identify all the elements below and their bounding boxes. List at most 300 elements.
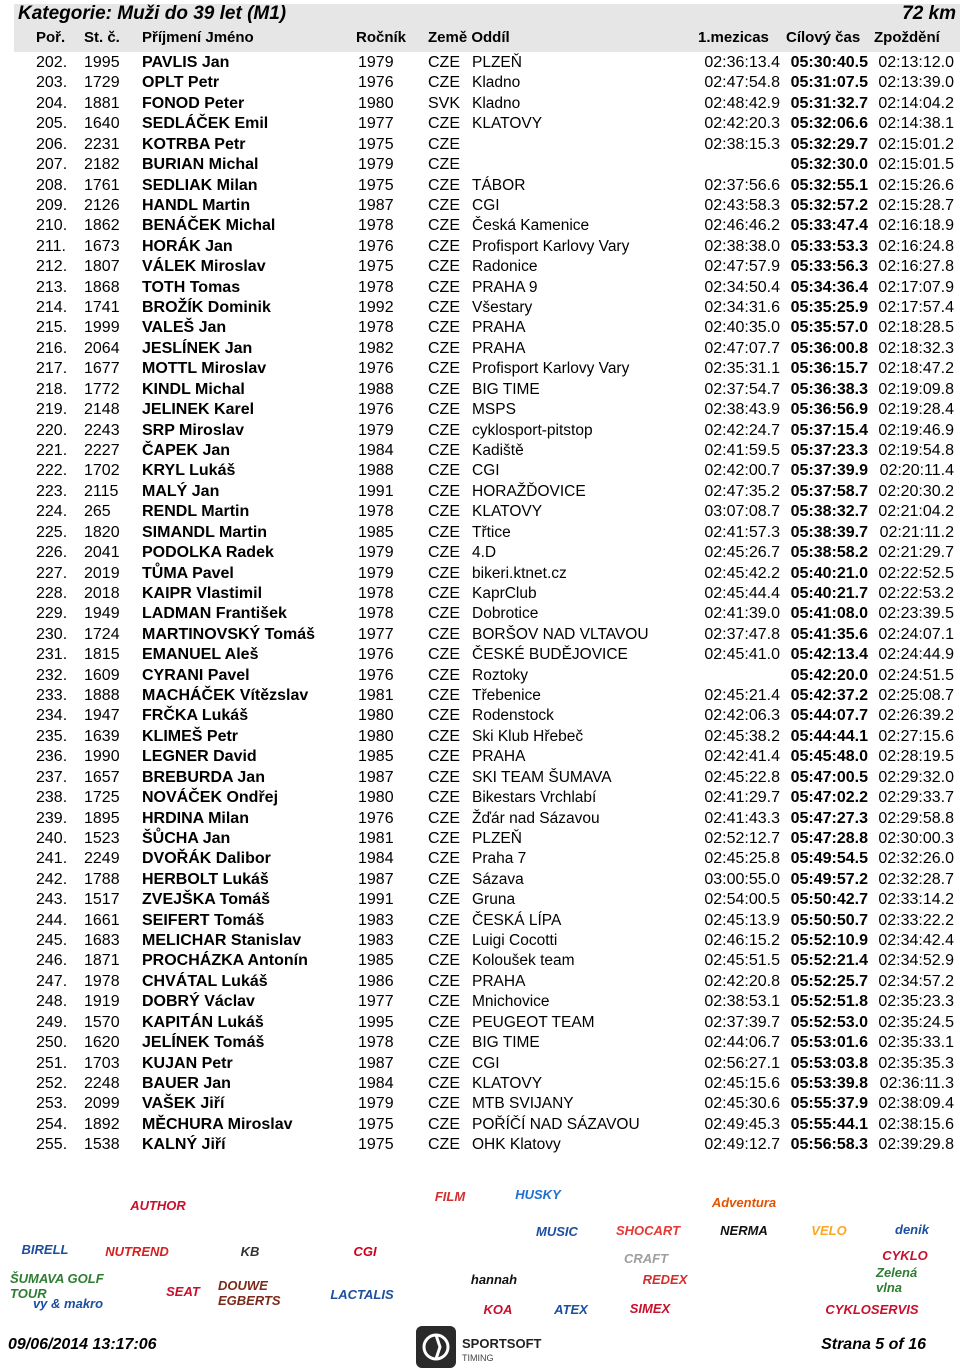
country: CZE [428, 646, 460, 664]
finish-time: 05:47:28.8 [790, 829, 868, 847]
start-number: 1881 [84, 94, 120, 112]
col-header-year: Ročník [356, 29, 407, 46]
time-gap: 02:35:33.1 [878, 1034, 954, 1052]
table-row [0, 727, 960, 747]
start-number: 2148 [84, 401, 120, 419]
split-time: 02:40:35.0 [704, 319, 780, 337]
table-row [0, 1135, 960, 1155]
split-time: 02:48:42.9 [704, 94, 780, 112]
split-time: 02:49:45.3 [704, 1115, 780, 1133]
club: ČESKÁ LÍPA [472, 911, 562, 929]
club: PRAHA [472, 319, 526, 337]
split-time: 02:42:20.8 [704, 972, 780, 990]
athlete-name: SRP Miroslav [142, 421, 244, 439]
finish-time: 05:38:58.2 [790, 544, 868, 562]
athlete-name: CHVÁTAL Lukáš [142, 972, 268, 990]
athlete-name: ZVEJŠKA Tomáš [142, 891, 271, 909]
split-time: 02:44:06.7 [704, 1034, 780, 1052]
time-gap: 02:39:29.8 [878, 1136, 954, 1154]
club: KLATOVY [472, 115, 543, 133]
split-time: 02:37:54.7 [704, 380, 780, 398]
table-row [0, 625, 960, 645]
finish-time: 05:40:21.0 [790, 564, 868, 582]
position: 245. [36, 932, 68, 950]
athlete-name: BENÁČEK Michal [142, 217, 276, 235]
time-gap: 02:34:42.4 [878, 932, 954, 950]
country: CZE [428, 237, 460, 255]
start-number: 1683 [84, 932, 120, 950]
athlete-name: KUJAN Petr [142, 1054, 233, 1072]
finish-time: 05:40:21.7 [790, 584, 868, 602]
club: PLZEŇ [472, 829, 522, 847]
sponsor-logo: Zelená vlna [876, 1265, 918, 1295]
position: 230. [36, 625, 68, 643]
position: 229. [36, 605, 68, 623]
country: CZE [428, 687, 460, 705]
finish-time: 05:37:58.7 [790, 482, 868, 500]
birth-year: 1975 [358, 135, 394, 153]
birth-year: 1979 [358, 1095, 394, 1113]
split-time: 02:45:26.7 [704, 544, 780, 562]
start-number: 1677 [84, 360, 120, 378]
birth-year: 1988 [358, 380, 394, 398]
athlete-name: MARTINOVSKÝ Tomáš [142, 625, 316, 643]
sponsor-logo: DOUWE EGBERTS [218, 1278, 281, 1308]
club: Česká Kamenice [472, 217, 590, 235]
time-gap: 02:24:44.9 [878, 646, 954, 664]
table-row [0, 359, 960, 379]
country: CZE [428, 441, 460, 459]
table-row [0, 237, 960, 257]
table-row [0, 502, 960, 522]
position: 208. [36, 176, 68, 194]
birth-year: 1979 [358, 544, 394, 562]
table-row [0, 768, 960, 788]
table-row [0, 849, 960, 869]
club: MTB SVIJANY [472, 1095, 574, 1113]
club: Kadiště [472, 441, 524, 459]
table-row [0, 114, 960, 134]
athlete-name: SEIFERT Tomáš [142, 911, 265, 929]
birth-year: 1976 [358, 401, 394, 419]
athlete-name: MALÝ Jan [142, 482, 220, 500]
start-number: 1761 [84, 176, 120, 194]
athlete-name: BREBURDA Jan [142, 768, 265, 786]
split-time: 02:45:21.4 [704, 687, 780, 705]
start-number: 1570 [84, 1013, 120, 1031]
table-row [0, 53, 960, 73]
finish-time: 05:52:51.8 [790, 993, 868, 1011]
country: CZE [428, 1075, 460, 1092]
club: OHK Klatovy [472, 1136, 561, 1154]
position: 211. [36, 237, 66, 255]
club: KLATOVY [472, 503, 543, 521]
time-gap: 02:22:52.5 [878, 564, 954, 582]
time-gap: 02:32:26.0 [878, 850, 954, 868]
table-row [0, 951, 960, 971]
club: KLATOVY [472, 1075, 543, 1092]
time-gap: 02:13:39.0 [878, 74, 954, 92]
time-gap: 02:15:01.2 [878, 135, 954, 153]
col-header-name: Příjmení Jméno [142, 29, 254, 46]
finish-time: 05:42:37.2 [790, 687, 868, 705]
time-gap: 02:29:33.7 [878, 789, 954, 807]
birth-year: 1978 [358, 1034, 394, 1052]
birth-year: 1978 [358, 584, 394, 602]
table-row [0, 809, 960, 829]
split-time: 02:45:42.2 [704, 564, 780, 582]
time-gap: 02:15:26.6 [878, 176, 954, 194]
position: 248. [36, 993, 68, 1011]
country: CZE [428, 299, 460, 317]
club: Sázava [472, 870, 524, 888]
time-gap: 02:29:32.0 [878, 768, 954, 786]
country: CZE [428, 1095, 460, 1113]
position: 233. [36, 687, 68, 705]
country: CZE [428, 380, 460, 398]
table-row [0, 441, 960, 461]
time-gap: 02:17:07.9 [878, 278, 954, 296]
club: HORAŽĎOVICE [472, 482, 586, 500]
country: CZE [428, 196, 460, 214]
athlete-name: KALNÝ Jiří [142, 1136, 226, 1154]
position: 227. [36, 564, 68, 582]
start-number: 2064 [84, 339, 120, 357]
start-number: 1725 [84, 789, 120, 807]
birth-year: 1976 [358, 809, 394, 827]
start-number: 2248 [84, 1075, 120, 1092]
table-row [0, 421, 960, 441]
start-number: 2249 [84, 850, 120, 868]
split-time: 02:34:50.4 [704, 278, 780, 296]
start-number: 2018 [84, 584, 120, 602]
start-number: 2231 [84, 135, 120, 153]
position: 242. [36, 870, 68, 888]
start-number: 1807 [84, 258, 120, 276]
table-row [0, 1074, 960, 1094]
club: Všestary [472, 299, 533, 317]
club: SKI TEAM ŠUMAVA [472, 768, 612, 786]
sportsoft-brand-sub: TIMING [462, 1353, 494, 1363]
time-gap: 02:22:53.2 [878, 584, 954, 602]
club: Mnichovice [472, 993, 550, 1011]
athlete-name: SEDLIAK Milan [142, 176, 258, 194]
athlete-name: KAIPR Vlastimil [142, 584, 263, 602]
finish-time: 05:36:38.3 [790, 380, 868, 398]
birth-year: 1979 [358, 564, 394, 582]
finish-time: 05:33:56.3 [790, 258, 868, 276]
athlete-name: PODOLKA Radek [142, 544, 274, 562]
time-gap: 02:24:51.5 [878, 666, 954, 684]
athlete-name: HORÁK Jan [142, 237, 233, 255]
col-header-start: St. č. [84, 29, 120, 46]
country: CZE [428, 972, 460, 990]
athlete-name: KAPITÁN Lukáš [142, 1013, 264, 1031]
country: CZE [428, 319, 460, 337]
position: 253. [36, 1095, 68, 1113]
athlete-name: KRYL Lukáš [142, 462, 236, 480]
time-gap: 02:21:04.2 [878, 503, 954, 521]
club: CGI [472, 1054, 500, 1072]
position: 243. [36, 891, 68, 909]
country: CZE [428, 952, 460, 970]
finish-time: 05:45:48.0 [790, 748, 868, 766]
time-gap: 02:18:47.2 [878, 360, 954, 378]
finish-time: 05:30:40.5 [790, 54, 868, 71]
sportsoft-brand: SPORTSOFT [462, 1336, 542, 1351]
start-number: 2126 [84, 196, 120, 214]
athlete-name: SIMANDL Martin [142, 523, 268, 541]
start-number: 1871 [84, 952, 120, 970]
start-number: 1673 [84, 237, 120, 255]
club: Bikestars Vrchlabí [472, 789, 597, 807]
country: CZE [428, 789, 460, 807]
position: 221. [36, 441, 68, 459]
athlete-name: TŮMA Pavel [142, 564, 234, 582]
position: 244. [36, 911, 68, 929]
start-number: 2243 [84, 421, 120, 439]
start-number: 1640 [84, 115, 120, 133]
split-time: 02:37:47.8 [704, 625, 780, 643]
time-gap: 02:35:35.3 [878, 1054, 954, 1072]
birth-year: 1987 [358, 768, 394, 786]
start-number: 1724 [84, 625, 120, 643]
time-gap: 02:14:38.1 [878, 115, 954, 133]
start-number: 1947 [84, 707, 120, 725]
time-gap: 02:38:09.4 [878, 1095, 954, 1113]
table-row [0, 666, 960, 686]
position: 214. [36, 299, 68, 317]
birth-year: 1987 [358, 1054, 394, 1072]
finish-time: 05:36:00.8 [790, 339, 868, 357]
time-gap: 02:27:15.6 [878, 727, 954, 745]
table-row [0, 972, 960, 992]
position: 224. [36, 503, 68, 521]
country: CZE [428, 891, 460, 909]
sponsor-logo: vy & makro [32, 1295, 104, 1311]
finish-time: 05:49:54.5 [790, 850, 868, 868]
split-time: 02:36:13.4 [704, 54, 780, 71]
time-gap: 02:34:52.9 [878, 952, 954, 970]
country: CZE [428, 54, 460, 71]
split-time: 02:45:30.6 [704, 1095, 780, 1113]
sponsor-logo: LACTALIS [330, 1286, 394, 1302]
country: CZE [428, 156, 460, 174]
country: CZE [428, 135, 460, 153]
position: 217. [36, 360, 68, 378]
table-row [0, 298, 960, 318]
athlete-name: LEGNER David [142, 748, 257, 766]
club: PRAHA [472, 972, 526, 990]
birth-year: 1980 [358, 707, 394, 725]
sponsor-logo: CYKLOSERVIS [825, 1301, 919, 1317]
position: 237. [36, 768, 68, 786]
country: CZE [428, 421, 460, 439]
country: CZE [428, 932, 460, 950]
sponsor-logo: CRAFT [623, 1250, 669, 1266]
athlete-name: CYRANI Pavel [142, 666, 250, 684]
country: CZE [428, 707, 460, 725]
birth-year: 1978 [358, 278, 394, 296]
birth-year: 1988 [358, 462, 394, 480]
sponsor-logo: VELO [811, 1222, 847, 1238]
athlete-name: ČAPEK Jan [142, 441, 231, 459]
time-gap: 02:28:19.5 [878, 748, 954, 766]
birth-year: 1980 [358, 94, 394, 112]
position: 249. [36, 1013, 68, 1031]
position: 219. [36, 401, 68, 419]
birth-year: 1984 [358, 441, 394, 459]
athlete-name: VALEŠ Jan [142, 319, 227, 337]
sponsor-logo: KOA [483, 1301, 513, 1317]
finish-time: 05:53:01.6 [790, 1034, 868, 1052]
start-number: 2227 [84, 441, 120, 459]
sponsor-logo: REDEX [642, 1271, 688, 1287]
split-time: 02:38:15.3 [704, 135, 780, 153]
athlete-name: LADMAN František [142, 605, 287, 623]
time-gap: 02:35:23.3 [878, 993, 954, 1011]
position: 210. [36, 217, 68, 235]
start-number: 2099 [84, 1095, 120, 1113]
athlete-name: FONOD Peter [142, 94, 245, 112]
start-number: 1523 [84, 829, 120, 847]
birth-year: 1995 [358, 1013, 394, 1031]
split-time: 02:42:20.3 [704, 115, 780, 133]
country: CZE [428, 503, 460, 521]
finish-time: 05:38:39.7 [790, 523, 868, 541]
split-time: 02:34:31.6 [704, 299, 780, 317]
start-number: 1815 [84, 646, 120, 664]
time-gap: 02:14:04.2 [878, 94, 954, 112]
club: BORŠOV NAD VLTAVOU [472, 625, 649, 643]
split-time: 02:47:07.7 [704, 339, 780, 357]
athlete-name: TOTH Tomas [142, 278, 241, 296]
position: 222. [36, 462, 68, 480]
table-row [0, 94, 960, 114]
split-time: 02:45:41.0 [704, 646, 780, 664]
birth-year: 1978 [358, 503, 394, 521]
start-number: 1820 [84, 523, 120, 541]
athlete-name: KOTRBA Petr [142, 135, 246, 153]
time-gap: 02:21:11.2 [879, 523, 954, 541]
athlete-name: BAUER Jan [142, 1075, 231, 1092]
club: MSPS [472, 401, 516, 419]
birth-year: 1980 [358, 789, 394, 807]
table-row [0, 645, 960, 665]
club: Dobrotice [472, 605, 539, 623]
birth-year: 1983 [358, 932, 394, 950]
sponsor-logo: NERMA [720, 1222, 768, 1238]
table-row [0, 1094, 960, 1114]
position: 212. [36, 258, 68, 276]
club: KaprClub [472, 584, 537, 602]
sponsor-logo: BIRELL [21, 1241, 69, 1257]
time-gap: 02:20:11.4 [879, 462, 954, 480]
category-title: Kategorie: Muži do 39 let (M1) [18, 3, 287, 24]
position: 228. [36, 584, 68, 602]
country: CZE [428, 564, 460, 582]
position: 203. [36, 74, 68, 92]
finish-time: 05:50:50.7 [790, 911, 868, 929]
athlete-name: KINDL Michal [142, 380, 245, 398]
finish-time: 05:35:25.9 [790, 299, 868, 317]
country: CZE [428, 993, 460, 1011]
country: CZE [428, 1136, 460, 1154]
finish-time: 05:31:07.5 [790, 74, 868, 92]
start-number: 1702 [84, 462, 120, 480]
sponsor-logo: NUTREND [105, 1243, 169, 1259]
start-number: 1741 [84, 299, 120, 317]
country: CZE [428, 462, 460, 480]
start-number: 2115 [84, 482, 119, 500]
finish-time: 05:44:44.1 [790, 727, 868, 745]
athlete-name: VAŠEK Jiří [142, 1095, 225, 1113]
start-number: 2182 [84, 156, 120, 174]
country: CZE [428, 1115, 460, 1133]
country: CZE [428, 278, 460, 296]
table-row [0, 176, 960, 196]
finish-time: 05:52:53.0 [790, 1013, 868, 1031]
table-row [0, 686, 960, 706]
time-gap: 02:18:28.5 [878, 319, 954, 337]
split-time: 02:47:57.9 [704, 258, 780, 276]
finish-time: 05:56:58.3 [790, 1136, 868, 1154]
country: CZE [428, 115, 460, 133]
athlete-name: JELÍNEK Tomáš [142, 1034, 265, 1052]
club: Gruna [472, 891, 516, 909]
athlete-name: JELINEK Karel [142, 401, 255, 419]
athlete-name: FRČKA Lukáš [142, 707, 249, 725]
club: ČESKÉ BUDĚJOVICE [472, 646, 628, 664]
start-number: 1620 [84, 1034, 120, 1052]
country: CZE [428, 727, 460, 745]
table-row [0, 1013, 960, 1033]
country: CZE [428, 1054, 460, 1072]
athlete-name: DVOŘÁK Dalibor [142, 850, 271, 868]
split-time: 02:56:27.1 [704, 1054, 780, 1072]
time-gap: 02:19:09.8 [878, 380, 954, 398]
athlete-name: HANDL Martin [142, 196, 251, 214]
finish-time: 05:37:23.3 [790, 441, 868, 459]
table-row [0, 135, 960, 155]
split-time: 02:45:51.5 [704, 952, 780, 970]
start-number: 1772 [84, 380, 120, 398]
position: 236. [36, 748, 68, 766]
finish-time: 05:32:30.0 [790, 156, 868, 174]
athlete-name: EMANUEL Aleš [142, 646, 259, 664]
start-number: 1862 [84, 217, 120, 235]
time-gap: 02:32:28.7 [878, 870, 954, 888]
table-row [0, 1054, 960, 1074]
time-gap: 02:38:15.6 [878, 1115, 954, 1133]
sponsor-logos [0, 1180, 960, 1325]
birth-year: 1977 [358, 993, 394, 1011]
table-row [0, 380, 960, 400]
start-number: 1892 [84, 1115, 120, 1133]
time-gap: 02:33:22.2 [878, 911, 954, 929]
club: TÁBOR [472, 176, 526, 194]
club: Roztoky [472, 666, 528, 684]
table-row [0, 257, 960, 277]
sponsor-logo: MUSIC [536, 1223, 578, 1239]
position: 205. [36, 115, 68, 133]
athlete-name: ŠŮCHA Jan [142, 829, 231, 847]
page-number: Strana 5 of 16 [821, 1336, 926, 1353]
split-time: 02:38:38.0 [704, 237, 780, 255]
sponsor-logo: AUTHOR [130, 1197, 186, 1213]
start-number: 2019 [84, 564, 120, 582]
position: 239. [36, 809, 68, 827]
